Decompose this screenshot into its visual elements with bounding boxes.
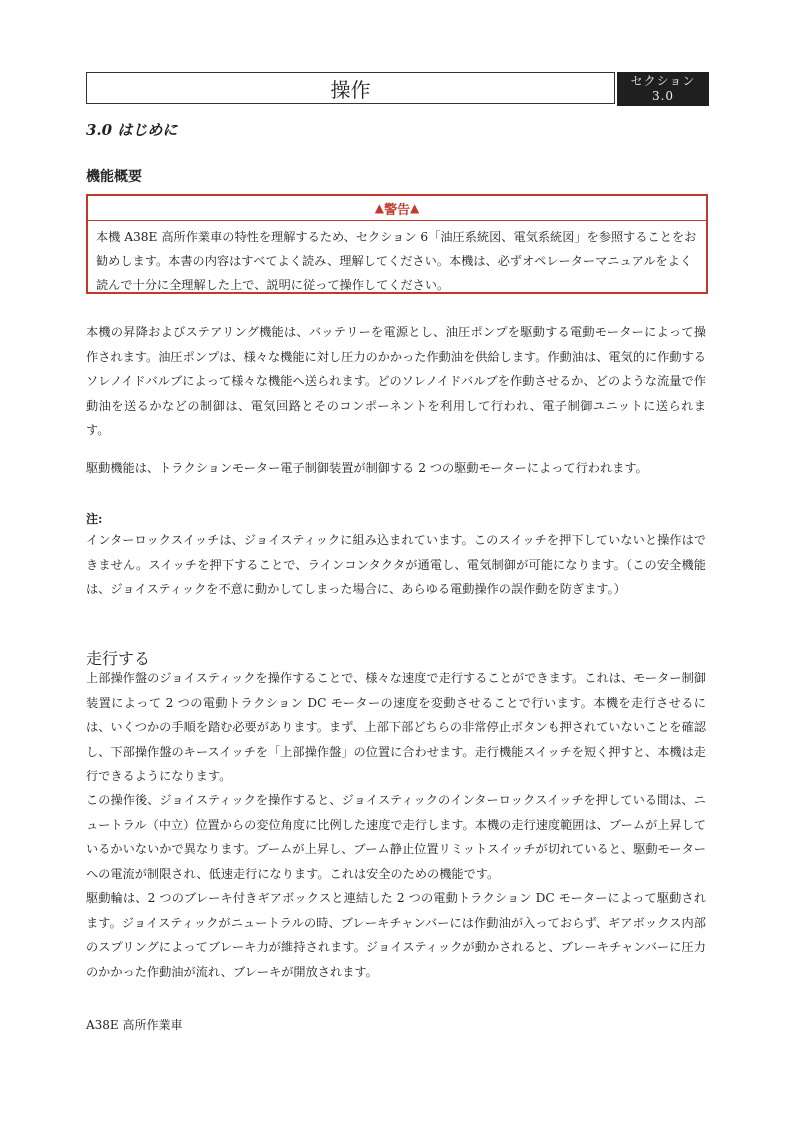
section-number: 3.0 xyxy=(651,89,675,103)
page-title: 操作 xyxy=(86,72,615,104)
warning-triangle-icon: ▲ xyxy=(374,201,384,215)
warning-header xyxy=(88,196,706,221)
note-label: 注: xyxy=(86,512,103,526)
driving-heading: 走行する xyxy=(86,649,151,668)
section-badge xyxy=(617,72,709,106)
warning-triangle-icon: ▲ xyxy=(410,201,420,215)
overview-paragraph-2: 駆動機能は、トラクションモーター電子制御装置が制御する 2 つの駆動モーターによって行われます。 xyxy=(86,461,648,475)
driving-paragraph-3: 駆動輪は、2 つのブレーキ付きギアボックスと連結した 2 つの電動トラクション DC モーターによって駆動されます。ジョイスティックがニュートラルの時、ブレーキチャンバーには作動油が入っておらず、ギアボックス内部のスプリングによってブレーキ力が維持されます。ジョイスティックが動かされると、ブレーキチャンバーに圧力のかかった作動油が流れ、ブレーキが開放されます。 xyxy=(86,891,706,979)
page-footer: A38E 高所作業車 xyxy=(86,1018,183,1032)
driving-paragraph-2: この操作後、ジョイスティックを操作すると、ジョイスティックのインターロックスイッチを押している間は、ニュートラル（中立）位置からの変位角度に比例した速度で走行します。本機の走行速度範囲は、ブームが上昇しているかいないかで異なります。ブームが上昇し、ブーム静止位置リミットスイッチが切れていると、駆動モーターへの電流が制限され、低速走行になります。これは安全のための機能です。 xyxy=(86,793,706,881)
intro-heading: 3.0 はじめに xyxy=(86,121,178,139)
warning-box xyxy=(86,194,708,294)
warning-text: 本機 A38E 高所作業車の特性を理解するため、セクション 6「油圧系統図、電気系統図」を参照することをお勧めします。本書の内容はすべてよく読み、理解してください。本機は、必ずオペレーターマニュアルをよく読んで十分に全理解した上で、説明に従って操作してください。 xyxy=(96,230,697,292)
note-text: インターロックスイッチは、ジョイスティックに組み込まれています。このスイッチを押下していないと操作はできません。スイッチを押下することで、ラインコンタクタが通電し、電気制御が可能になります。（この安全機能は、ジョイスティックを不意に動かしてしまった場合に、あらゆる電動操作の誤作動を防ぎます。） xyxy=(86,533,706,596)
section-label: セクション xyxy=(630,74,696,88)
warning-label: 警告 xyxy=(383,202,410,218)
driving-paragraph-1: 上部操作盤のジョイスティックを操作することで、様々な速度で走行することができます。これは、モーター制御装置によって 2 つの電動トラクション DC モーターの速度を変動させることで行います。本機を走行させるには、いくつかの手順を踏む必要があります。まず、上部下部どちらの非常停止ボタンも押されていないことを確認し、下部操作盤のキースイッチを「上部操作盤」の位置に合わせます。走行機能スイッチを短く押すと、本機は走行できるようになります。 xyxy=(86,671,706,783)
page-header xyxy=(86,72,709,106)
overview-heading: 機能概要 xyxy=(86,169,142,185)
overview-paragraph-1: 本機の昇降およびステアリング機能は、バッテリーを電源とし、油圧ポンプを駆動する電動モーターによって操作されます。油圧ポンプは、様々な機能に対し圧力のかかった作動油を供給します。作動油は、電気的に作動するソレノイドバルブによって様々な機能へ送られます。どのソレノイドバルブを作動させるか、どのような流量で作動油を送るかなどの制御は、電気回路とそのコンポーネントを利用して行われ、電子制御ユニットに送られます。 xyxy=(86,325,706,437)
